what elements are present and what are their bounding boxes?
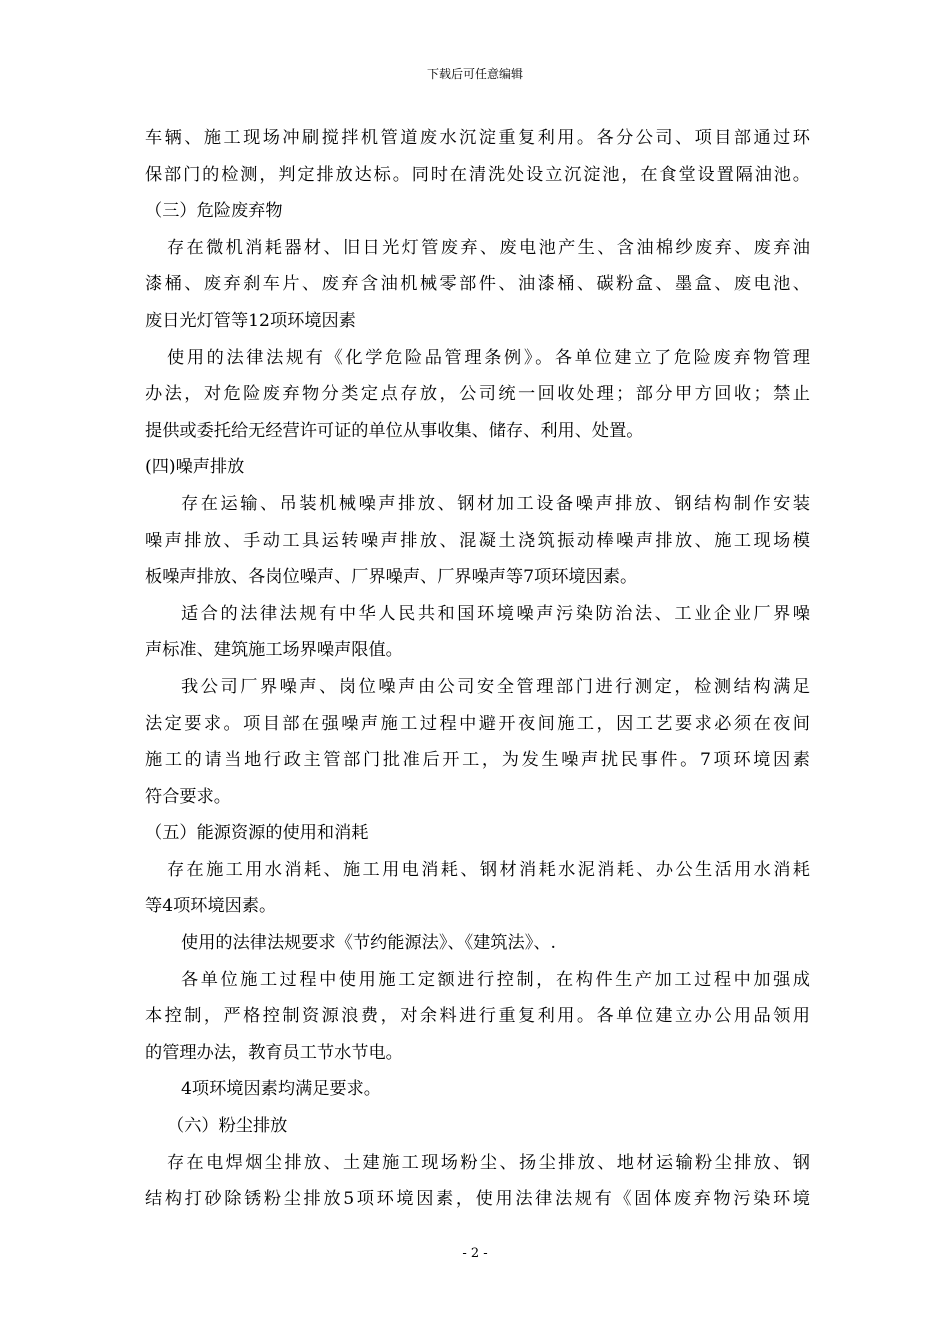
text-line: 存在施工用水消耗、施工用电消耗、钢材消耗水泥消耗、办公生活用水消耗 — [167, 859, 810, 880]
text-line: 废日光灯管等12项环境因素 — [145, 310, 356, 331]
page-number: - 2 - — [462, 1246, 488, 1261]
text-line: （五）能源资源的使用和消耗 — [145, 823, 369, 844]
text-line: 本控制，严格控制资源浪费，对余料进行重复利用。各单位建立办公用品领用 — [145, 1006, 810, 1027]
text-line: 等4项环境因素。 — [145, 896, 277, 917]
text-line: 存在运输、吊装机械噪声排放、钢材加工设备噪声排放、钢结构制作安装 — [181, 493, 810, 514]
text-line: 存在电焊烟尘排放、土建施工现场粉尘、扬尘排放、地材运输粉尘排放、钢 — [167, 1152, 810, 1173]
text-line: 板噪声排放、各岗位噪声、厂界噪声、厂界噪声等7项环境因素。 — [145, 567, 638, 588]
text-line: 存在微机消耗器材、旧日光灯管废弃、废电池产生、含油棉纱废弃、废弃油 — [167, 237, 810, 258]
text-line: 使用的法律法规有《化学危险品管理条例》。各单位建立了危险废弃物管理 — [167, 347, 810, 368]
page-header: 下载后可任意编辑 — [426, 67, 523, 81]
text-line: 噪声排放、手动工具运转噪声排放、混凝土浇筑振动棒噪声排放、施工现场模 — [145, 530, 810, 551]
text-line: 4项环境因素均满足要求。 — [181, 1079, 381, 1100]
document-body — [145, 120, 810, 1218]
text-line: （三）危险废弃物 — [145, 201, 283, 222]
text-line: 办法，对危险废弃物分类定点存放，公司统一回收处理；部分甲方回收；禁止 — [145, 384, 810, 405]
text-line: 车辆、施工现场冲刷搅拌机管道废水沉淀重复利用。各分公司、项目部通过环 — [145, 128, 810, 148]
text-line: 使用的法律法规要求《节约能源法》、《建筑法》、. — [181, 933, 556, 954]
text-line: （六）粉尘排放 — [167, 1116, 288, 1137]
text-line: 适合的法律法规有中华人民共和国环境噪声污染防治法、工业企业厂界噪 — [181, 603, 810, 624]
text-line: 法定要求。项目部在强噪声施工过程中避开夜间施工，因工艺要求必须在夜间 — [145, 713, 810, 734]
text-line: 我公司厂界噪声、岗位噪声由公司安全管理部门进行测定，检测结构满足 — [181, 676, 810, 697]
text-line: 各单位施工过程中使用施工定额进行控制，在构件生产加工过程中加强成 — [181, 969, 810, 990]
text-line: 声标准、建筑施工场界噪声限值。 — [145, 640, 403, 661]
text-line: (四)噪声排放 — [145, 457, 245, 478]
text-line: 漆桶、废弃刹车片、废弃含油机械零部件、油漆桶、碳粉盒、墨盒、废电池、 — [145, 274, 810, 295]
text-line: 结构打砂除锈粉尘排放5项环境因素，使用法律法规有《固体废弃物污染环境 — [145, 1189, 810, 1210]
text-line: 施工的请当地行政主管部门批准后开工，为发生噪声扰民事件。7项环境因素 — [145, 750, 810, 771]
text-line: 的管理办法，教育员工节水节电。 — [145, 1042, 403, 1063]
text-line: 符合要求。 — [145, 786, 231, 807]
text-line: 提供或委托给无经营许可证的单位从事收集、储存、利用、处置。 — [145, 420, 644, 441]
text-line: 保部门的检测，判定排放达标。同时在清洗处设立沉淀池，在食堂设置隔油池。 — [145, 164, 810, 185]
